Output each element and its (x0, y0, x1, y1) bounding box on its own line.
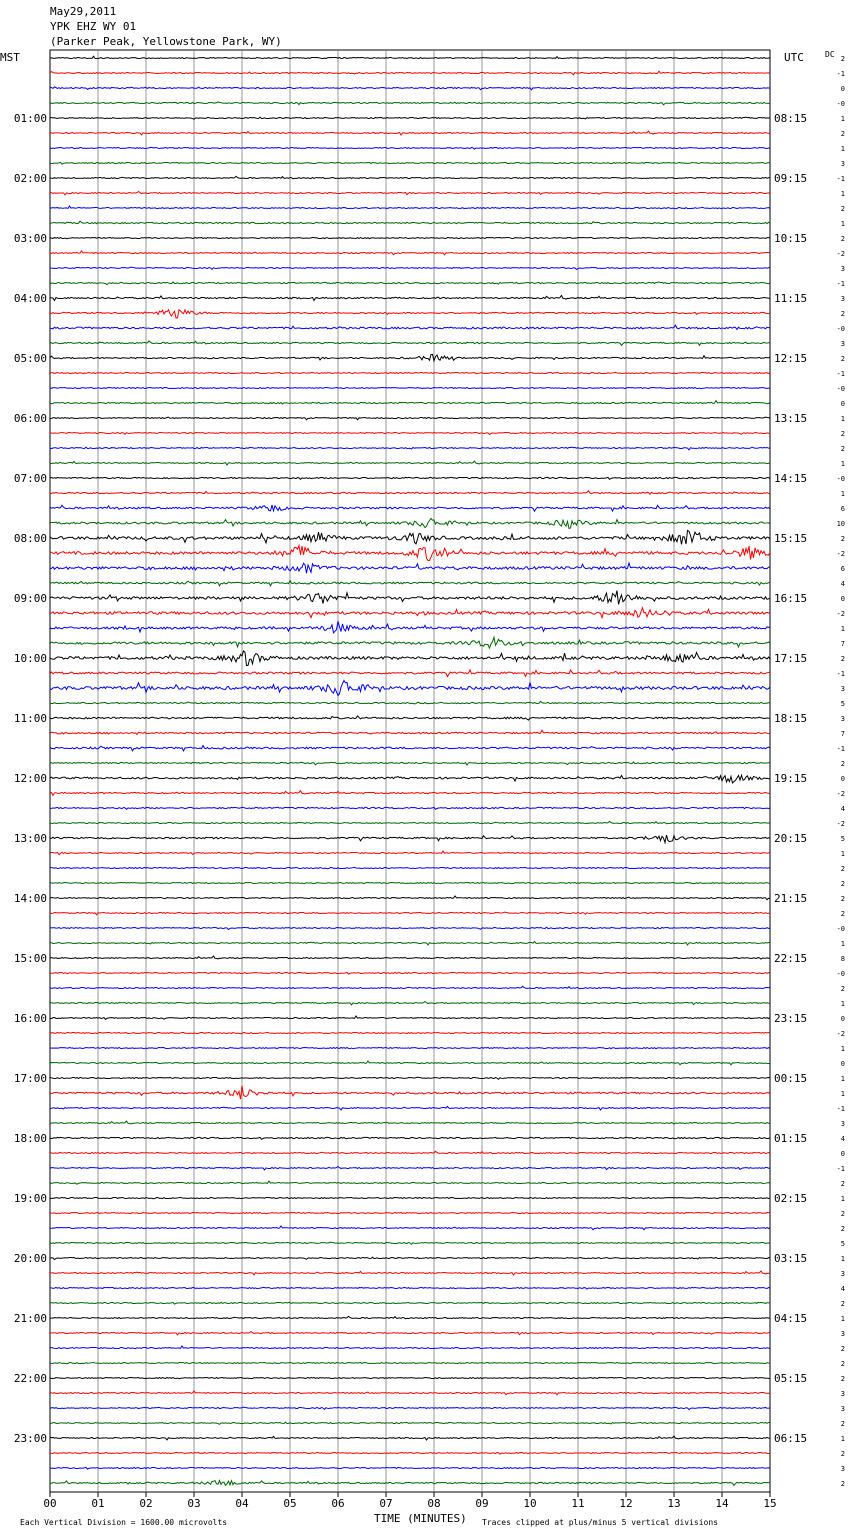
seismic-trace (50, 1377, 770, 1378)
utc-hour-label: 08:15 (774, 112, 808, 125)
dc-offset-value: 2 (840, 205, 845, 213)
seismic-trace (50, 341, 770, 346)
utc-hour-label: 18:15 (774, 712, 808, 725)
clip-note: Traces clipped at plus/minus 5 vertical divisions (482, 1518, 719, 1527)
seismic-trace (50, 821, 770, 824)
dc-offset-value: 5 (840, 835, 845, 843)
seismic-trace (50, 882, 770, 883)
utc-hour-label: 09:15 (774, 172, 808, 185)
seismic-trace (50, 1362, 770, 1363)
dc-offset-value: 2 (840, 130, 845, 138)
mst-hour-label: 08:00 (13, 532, 47, 545)
time-axis-ticks (43, 1492, 776, 1510)
seismic-trace (50, 927, 770, 929)
x-tick-label: 04 (235, 1497, 249, 1510)
dc-offset-value: 1 (840, 625, 845, 633)
mst-hour-labels (14, 112, 47, 1445)
dc-offset-value: 5 (840, 700, 845, 708)
seismic-trace (50, 1422, 770, 1424)
seismic-trace (50, 1391, 770, 1395)
dc-offset-value: -2 (836, 790, 845, 798)
dc-offset-value: 7 (840, 640, 845, 648)
dc-offset-value: 7 (840, 730, 845, 738)
seismic-trace (50, 1077, 770, 1079)
x-tick-label: 00 (43, 1497, 57, 1510)
seismic-traces (50, 56, 770, 1485)
dc-offset-value: 4 (840, 805, 845, 813)
mst-hour-label: 12:00 (13, 772, 47, 785)
utc-hour-label: 23:15 (774, 1012, 808, 1025)
seismic-trace (50, 1242, 770, 1244)
seismic-trace (50, 956, 770, 959)
seismic-trace (50, 1467, 770, 1469)
seismic-trace (50, 417, 770, 420)
seismic-trace (50, 637, 770, 648)
scale-note: Each Vertical Division = 1600.00 microvolts (20, 1518, 228, 1527)
station-location: (Parker Peak, Yellowstone Park, WY) (50, 35, 282, 48)
seismic-trace (50, 1332, 770, 1335)
plot-grid (50, 50, 770, 1492)
seismic-trace (50, 295, 770, 300)
x-tick-label: 09 (475, 1497, 489, 1510)
dc-offset-value: -1 (836, 370, 845, 378)
seismic-trace (50, 608, 770, 618)
utc-hour-label: 02:15 (774, 1192, 808, 1205)
dc-offset-value: 2 (840, 445, 845, 453)
utc-hour-label: 21:15 (774, 892, 808, 905)
dc-offset-value: 1 (840, 1090, 845, 1098)
seismic-trace (50, 972, 770, 974)
seismic-trace (50, 505, 770, 511)
utc-hour-label: 22:15 (774, 952, 808, 965)
dc-offset-value: 1 (840, 190, 845, 198)
x-tick-label: 13 (667, 1497, 681, 1510)
mst-hour-label: 18:00 (13, 1132, 47, 1145)
dc-offset-value: 8 (840, 955, 845, 963)
mst-hour-label: 02:00 (13, 172, 47, 185)
dc-offset-value: 3 (840, 685, 845, 693)
dc-offset-value: -2 (836, 610, 845, 618)
seismic-trace (50, 237, 770, 238)
seismic-trace (50, 1151, 770, 1154)
dc-offset-value: 5 (840, 1240, 845, 1248)
utc-hour-label: 14:15 (774, 472, 808, 485)
plot-frame (50, 50, 770, 1492)
dc-offset-value: 1 (840, 1195, 845, 1203)
seismic-trace (50, 518, 770, 528)
mst-hour-label: 10:00 (13, 652, 47, 665)
dc-offset-value: 2 (840, 985, 845, 993)
mst-hour-label: 07:00 (13, 472, 47, 485)
mst-hour-label: 06:00 (13, 412, 47, 425)
dc-offset-value: 2 (840, 760, 845, 768)
dc-offset-value: -0 (836, 325, 845, 333)
seismic-trace (50, 1002, 770, 1005)
dc-offset-value: 0 (840, 1015, 845, 1023)
seismic-trace (50, 1181, 770, 1184)
seismic-trace (50, 807, 770, 809)
x-tick-label: 15 (763, 1497, 777, 1510)
seismic-trace (50, 491, 770, 495)
dc-offset-value: -2 (836, 820, 845, 828)
dc-offset-value: -0 (836, 970, 845, 978)
seismic-trace (50, 221, 770, 224)
x-tick-label: 08 (427, 1497, 441, 1510)
x-tick-label: 11 (571, 1497, 585, 1510)
seismic-trace (50, 986, 770, 989)
dc-offset-value: 0 (840, 595, 845, 603)
seismic-trace (50, 401, 770, 404)
seismic-trace (50, 896, 770, 900)
seismic-trace (50, 192, 770, 195)
seismic-trace (50, 591, 770, 605)
seismic-trace (50, 762, 770, 765)
dc-offset-value: 3 (840, 1405, 845, 1413)
seismic-trace (50, 206, 770, 209)
seismic-trace (50, 1407, 770, 1409)
dc-offset-value: 2 (840, 1480, 845, 1488)
seismic-trace (50, 1452, 770, 1454)
utc-hour-label: 01:15 (774, 1132, 808, 1145)
utc-hour-label: 20:15 (774, 832, 808, 845)
dc-offset-value: 1 (840, 1000, 845, 1008)
seismic-trace (50, 267, 770, 269)
dc-offset-value: 1 (840, 1255, 845, 1263)
dc-offset-value: -0 (836, 385, 845, 393)
seismic-trace (50, 354, 770, 361)
mst-hour-label: 03:00 (13, 232, 47, 245)
utc-hour-labels (774, 112, 807, 1445)
dc-offset-value: 1 (840, 1075, 845, 1083)
dc-offset-value: 6 (840, 505, 845, 513)
seismic-trace (50, 581, 770, 586)
utc-hour-label: 05:15 (774, 1372, 808, 1385)
dc-offset-value: 1 (840, 1045, 845, 1053)
x-tick-label: 02 (139, 1497, 153, 1510)
dc-offset-value: 3 (840, 340, 845, 348)
seismic-trace (50, 746, 770, 751)
seismic-trace (50, 71, 770, 75)
seismic-trace (50, 1061, 770, 1065)
seismic-trace (50, 1346, 770, 1349)
seismic-trace (50, 1047, 770, 1048)
dc-offset-value: 1 (840, 415, 845, 423)
mst-hour-label: 15:00 (13, 952, 47, 965)
seismic-trace (50, 912, 770, 915)
seismic-trace (50, 531, 770, 545)
dc-offset-value: 3 (840, 160, 845, 168)
utc-hour-label: 17:15 (774, 652, 808, 665)
dc-offset-value: 2 (840, 865, 845, 873)
dc-offset-value: -2 (836, 250, 845, 258)
seismic-trace (50, 867, 770, 868)
seismic-trace (50, 1167, 770, 1170)
mst-hour-label: 09:00 (13, 592, 47, 605)
dc-offset-value: 4 (840, 580, 845, 588)
dc-offset-value: -1 (836, 70, 845, 78)
dc-offset-value: 2 (840, 235, 845, 243)
utc-hour-label: 06:15 (774, 1432, 808, 1445)
seismic-trace (50, 730, 770, 734)
seismic-trace (50, 701, 770, 704)
seismic-trace (50, 1271, 770, 1275)
dc-offset-value: 2 (840, 880, 845, 888)
dc-offset-value: 2 (840, 430, 845, 438)
seismic-trace (50, 851, 770, 855)
mst-hour-label: 11:00 (13, 712, 47, 725)
dc-offset-value: 2 (840, 1375, 845, 1383)
dc-offset-value: 0 (840, 775, 845, 783)
utc-hour-label: 04:15 (774, 1312, 808, 1325)
seismic-trace (50, 563, 770, 573)
seismic-trace (50, 1302, 770, 1304)
dc-offset-value: -1 (836, 1165, 845, 1173)
mst-hour-label: 17:00 (13, 1072, 47, 1085)
x-tick-label: 05 (283, 1497, 297, 1510)
dc-offset-value: 2 (840, 1450, 845, 1458)
mst-hour-label: 14:00 (13, 892, 47, 905)
dc-offset-value: 3 (840, 715, 845, 723)
seismic-trace (50, 775, 770, 783)
seismic-trace (50, 651, 770, 666)
dc-offset-value: 0 (840, 1150, 845, 1158)
dc-offset-value: 0 (840, 85, 845, 93)
seismic-trace (50, 162, 770, 164)
dc-offset-value: 1 (840, 145, 845, 153)
seismic-trace (50, 251, 770, 255)
utc-hour-label: 10:15 (774, 232, 808, 245)
seismic-trace (50, 1016, 770, 1019)
seismic-trace (50, 387, 770, 388)
dc-offset-value: -2 (836, 550, 845, 558)
dc-offset-value: 2 (840, 1420, 845, 1428)
seismic-trace (50, 325, 770, 329)
dc-offset-value: -0 (836, 925, 845, 933)
seismic-trace (50, 1137, 770, 1139)
seismic-trace (50, 1121, 770, 1124)
dc-offset-value: 2 (840, 355, 845, 363)
utc-hour-label: 11:15 (774, 292, 808, 305)
seismic-trace (50, 477, 770, 479)
dc-offset-value: 1 (840, 940, 845, 948)
dc-offset-value: -2 (836, 1030, 845, 1038)
seismic-trace (50, 1197, 770, 1198)
dc-offset-value: 1 (840, 115, 845, 123)
dc-column-label: DC (825, 50, 835, 59)
mst-hour-label: 04:00 (13, 292, 47, 305)
mst-hour-label: 01:00 (13, 112, 47, 125)
x-tick-label: 06 (331, 1497, 345, 1510)
seismic-trace (50, 1106, 770, 1110)
seismic-trace (50, 117, 770, 119)
seismic-trace (50, 1257, 770, 1259)
x-tick-label: 14 (715, 1497, 729, 1510)
x-tick-label: 12 (619, 1497, 633, 1510)
seismic-trace (50, 102, 770, 105)
dc-offset-value: 3 (840, 1390, 845, 1398)
seismic-trace (50, 681, 770, 696)
dc-offset-value: 4 (840, 1135, 845, 1143)
x-tick-label: 10 (523, 1497, 537, 1510)
seismic-trace (50, 1287, 770, 1289)
dc-offset-value: 2 (840, 1345, 845, 1353)
dc-offset-value: -1 (836, 1105, 845, 1113)
dc-offset-value: 2 (840, 1210, 845, 1218)
seismic-trace (50, 716, 770, 720)
dc-offset-value: 6 (840, 565, 845, 573)
seismic-trace (50, 1436, 770, 1440)
mst-zone-label: MST (0, 51, 20, 64)
utc-hour-label: 03:15 (774, 1252, 808, 1265)
dc-offset-value: 2 (840, 1180, 845, 1188)
dc-offset-value: 3 (840, 295, 845, 303)
dc-offset-value: 1 (840, 1315, 845, 1323)
dc-offset-value: 0 (840, 400, 845, 408)
dc-offset-value: 1 (840, 460, 845, 468)
seismic-trace (50, 372, 770, 373)
mst-hour-label: 21:00 (13, 1312, 47, 1325)
seismic-trace (50, 131, 770, 135)
utc-hour-label: 15:15 (774, 532, 808, 545)
dc-offset-value: 2 (840, 310, 845, 318)
dc-offset-value: 2 (840, 895, 845, 903)
x-tick-label: 07 (379, 1497, 393, 1510)
seismic-trace (50, 621, 770, 633)
dc-offset-value: 0 (840, 1060, 845, 1068)
seismic-trace (50, 546, 770, 561)
seismic-trace (50, 432, 770, 434)
seismic-trace (50, 1316, 770, 1319)
dc-offset-value: -1 (836, 175, 845, 183)
plot-date: May29,2011 (50, 5, 117, 18)
seismic-trace (50, 1481, 770, 1486)
seismic-trace (50, 461, 770, 465)
dc-offset-labels (837, 55, 845, 1488)
mst-hour-label: 05:00 (13, 352, 47, 365)
seismic-trace (50, 670, 770, 677)
utc-hour-label: 12:15 (774, 352, 808, 365)
utc-hour-label: 16:15 (774, 592, 808, 605)
seismic-trace (50, 147, 770, 149)
dc-offset-value: -1 (836, 280, 845, 288)
dc-offset-value: 4 (840, 1285, 845, 1293)
dc-offset-value: 2 (840, 535, 845, 543)
dc-offset-value: 1 (840, 220, 845, 228)
seismic-trace (50, 310, 770, 318)
seismic-trace (50, 447, 770, 450)
seismic-trace (50, 282, 770, 285)
dc-offset-value: 3 (840, 1465, 845, 1473)
dc-offset-value: 3 (840, 1270, 845, 1278)
dc-offset-value: 2 (840, 1360, 845, 1368)
mst-hour-label: 22:00 (13, 1372, 47, 1385)
x-tick-label: 01 (91, 1497, 105, 1510)
seismic-trace (50, 791, 770, 796)
dc-offset-value: 2 (840, 55, 845, 63)
dc-offset-value: 2 (840, 1300, 845, 1308)
dc-offset-value: -0 (836, 475, 845, 483)
dc-offset-value: 3 (840, 1120, 845, 1128)
seismic-trace (50, 835, 770, 843)
dc-offset-value: 2 (840, 1225, 845, 1233)
seismic-trace (50, 87, 770, 90)
seismic-trace (50, 1226, 770, 1230)
seismic-trace (50, 56, 770, 58)
dc-offset-value: 2 (840, 655, 845, 663)
seismic-trace (50, 1212, 770, 1213)
x-axis-title: TIME (MINUTES) (374, 1512, 467, 1525)
dc-offset-value: 3 (840, 265, 845, 273)
dc-offset-value: 10 (836, 520, 845, 528)
seismic-trace (50, 176, 770, 179)
seismic-trace (50, 1032, 770, 1033)
utc-hour-label: 19:15 (774, 772, 808, 785)
dc-offset-value: 2 (840, 910, 845, 918)
dc-offset-value: 1 (840, 1435, 845, 1443)
dc-offset-value: 3 (840, 1330, 845, 1338)
utc-hour-label: 00:15 (774, 1072, 808, 1085)
dc-offset-value: -1 (836, 670, 845, 678)
seismic-trace (50, 941, 770, 945)
utc-zone-label: UTC (784, 51, 804, 64)
dc-offset-value: 1 (840, 850, 845, 858)
utc-hour-label: 13:15 (774, 412, 808, 425)
seismic-trace (50, 1086, 770, 1100)
mst-hour-label: 20:00 (13, 1252, 47, 1265)
station-name: YPK EHZ WY 01 (50, 20, 137, 33)
mst-hour-label: 13:00 (13, 832, 47, 845)
x-tick-label: 03 (187, 1497, 201, 1510)
mst-hour-label: 19:00 (13, 1192, 47, 1205)
dc-offset-value: -1 (836, 745, 845, 753)
mst-hour-label: 16:00 (13, 1012, 47, 1025)
mst-hour-label: 23:00 (13, 1432, 47, 1445)
dc-offset-value: 1 (840, 490, 845, 498)
dc-offset-value: -0 (836, 100, 845, 108)
